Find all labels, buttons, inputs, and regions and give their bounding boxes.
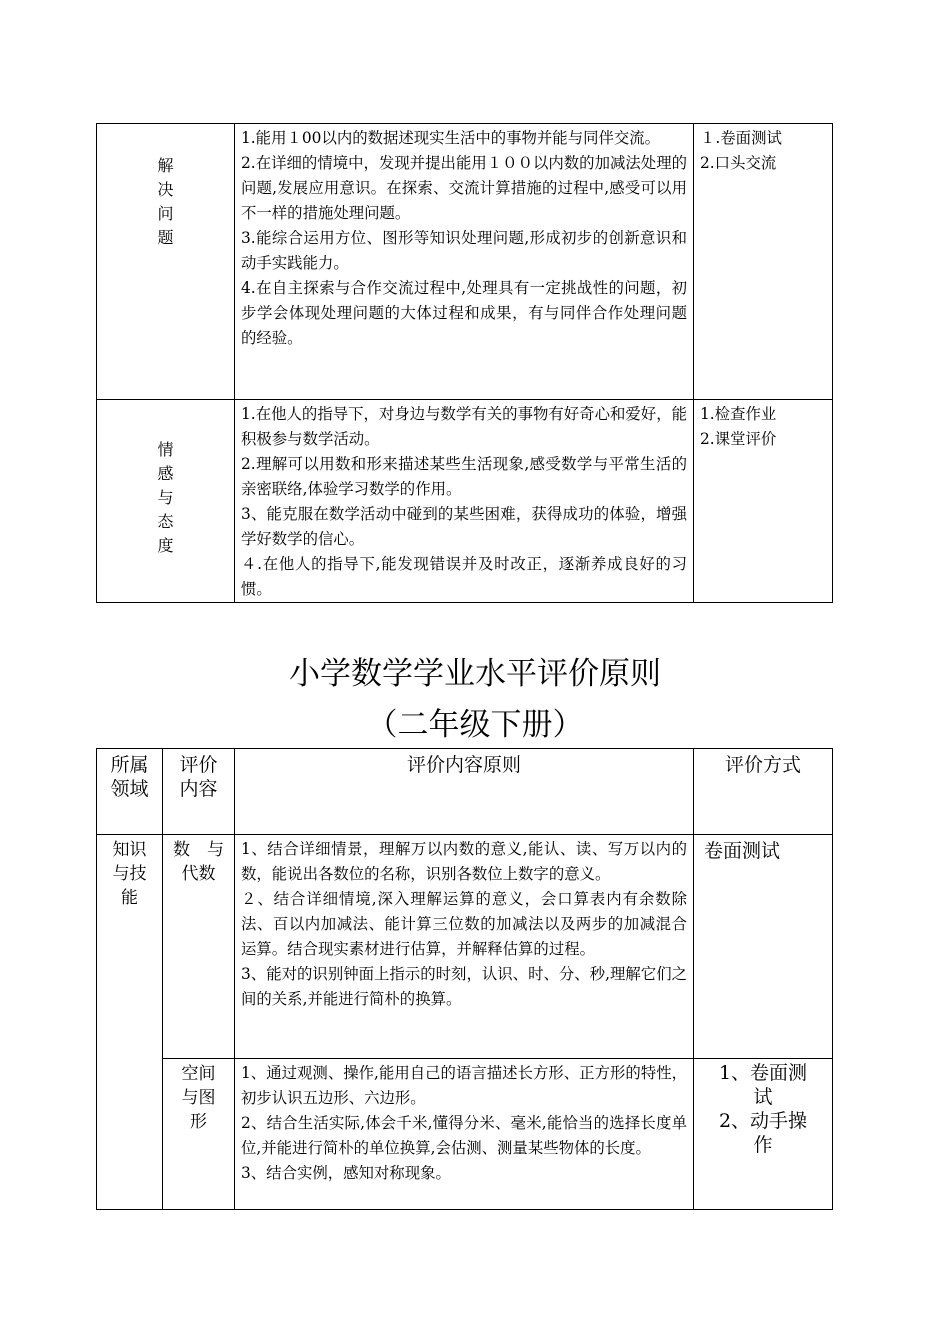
content-cell [235,124,694,400]
domain-cell [97,400,235,603]
method-cell [694,124,833,400]
method-cell [694,835,833,1059]
method-item: １.卷面测试 [700,129,782,147]
content-paragraph: ２、结合详细情境,深入理解运算的意义，会口算表内有余数除法、百以内加减法、能计算三位数的加减法以及两步的加减混合运算。结合现实素材进行估算，并解释估算的过程。 [241,890,687,958]
content-cell [235,1059,694,1210]
method-item: 2、动手操 [718,1110,808,1132]
header-content: 评价内容原则 [235,749,694,835]
domain-char: 与 [157,488,174,507]
method-cell [694,1059,833,1210]
content-paragraph: 4.在自主探索与合作交流过程中,处理具有一定挑战性的问题，初步学会体现处理问题的大体过程和成果，有与同伴合作处理问题的经验。 [241,279,687,347]
table-row [97,1059,833,1210]
domain-char: 问 [157,204,174,223]
content-paragraph: 2.理解可以用数和形来描述某些生活现象,感受数学与平常生活的亲密联络,体验学习数学的作用。 [241,455,687,498]
grade-two-evaluation-table [96,748,833,1210]
domain-char: 感 [157,464,174,483]
content-paragraph: 2、结合生活实际,体会千米,懂得分米、毫米,能恰当的选择长度单位,并能进行简朴的单位换算,会估测、测量某些物体的长度。 [241,1114,687,1157]
content-paragraph: 3、结合实例，感知对称现象。 [241,1164,451,1182]
header-item: 评价 内容 [163,749,235,835]
domain-char: 度 [157,536,174,555]
method-item: 卷面测试 [704,840,781,862]
table-row [97,124,833,400]
method-item: 试 [753,1086,773,1108]
content-cell [235,835,694,1059]
content-paragraph: 3、能克服在数学活动中碰到的某些困难，获得成功的体验，增强学好数学的信心。 [241,505,687,548]
domain-char: 决 [157,180,174,199]
content-paragraph: 3、能对的识别钟面上指示的时刻，认识、时、分、秒,理解它们之间的关系,并能进行简朴的换算。 [241,965,687,1008]
table-row [97,400,833,603]
content-paragraph: 1、结合详细情景，理解万以内数的意义,能认、读、写万以内的数，能说出各数位的名称，识别各数位上数字的意义。 [241,840,687,883]
domain-cell [97,124,235,400]
document-title: 小学数学学业水平评价原则 [289,656,661,692]
method-cell [694,400,833,603]
content-paragraph: ４.在他人的指导下,能发现错误并及时改正，逐渐养成良好的习惯。 [241,555,687,598]
method-item: 1、卷面测 [718,1062,808,1084]
header-domain: 所属 领域 [97,749,163,835]
method-item: 2.口头交流 [700,154,777,172]
content-paragraph: 1.能用１00以内的数据述现实生活中的事物并能与同伴交流。 [241,129,661,147]
item-cell: 数 与 代数 [163,835,235,1059]
content-paragraph: 2.在详细的情境中，发现并提出能用１００以内数的加减法处理的问题,发展应用意识。在探索、交流计算措施的过程中,感受可以用不一样的措施处理问题。 [241,154,687,222]
header-row [97,749,833,835]
domain-char: 情 [157,440,174,459]
top-evaluation-table [96,123,833,603]
domain-char: 解 [157,156,174,175]
method-item: 1.检查作业 [700,405,777,423]
domain-cell: 知识 与技 能 [97,835,163,1210]
method-item: 2.课堂评价 [700,430,777,448]
header-method: 评价方式 [694,749,833,835]
method-item: 作 [753,1134,773,1156]
content-paragraph: 3.能综合运用方位、图形等知识处理问题,形成初步的创新意识和动手实践能力。 [241,229,687,272]
item-cell: 空间 与图 形 [163,1059,235,1210]
table-row [97,835,833,1059]
document-subtitle: （二年级下册） [366,707,584,743]
content-paragraph: 1.在他人的指导下，对身边与数学有关的事物有好奇心和爱好，能积极参与数学活动。 [241,405,687,448]
content-paragraph: 1、通过观测、操作,能用自己的语言描述长方形、正方形的特性，初步认识五边形、六边形。 [241,1064,687,1107]
domain-char: 态 [157,512,174,531]
content-cell [235,400,694,603]
domain-char: 题 [157,228,174,247]
